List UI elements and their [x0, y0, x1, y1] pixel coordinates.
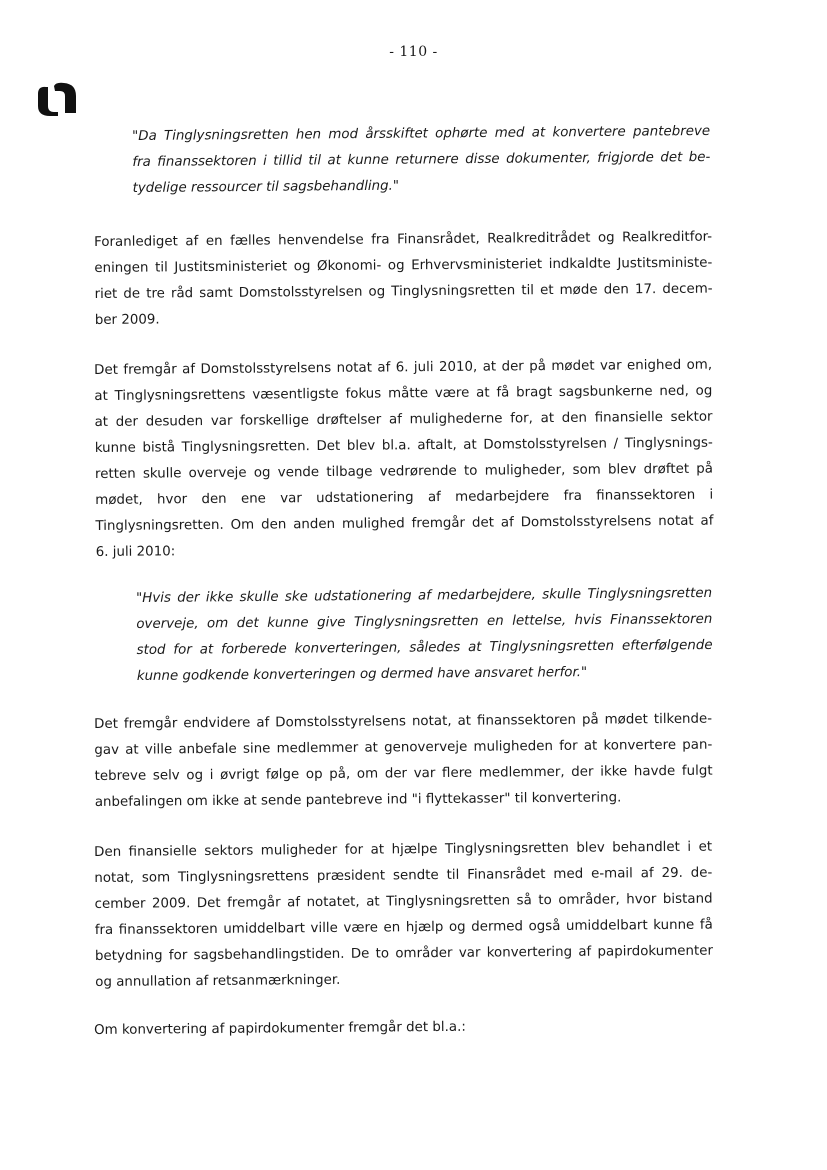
- paragraph-line: notat, som Tinglysningsrettens præsident sendte til Finansrådet med e-mail af 29. de-: [94, 865, 713, 886]
- paragraph-line: eningen til Justitsministeriet og Økonomi- og Erhvervsministeriet indkaldte Justitsministe-: [94, 255, 713, 276]
- paragraph-3: [94, 707, 713, 816]
- quote-line: "Hvis der ikke skulle ske udstationering af medarbejdere, skulle Tinglysningsretten: [136, 585, 713, 606]
- paragraph-line: anbefalingen om ikke at sende pantebreve ind "i flyttekasser" til konvertering.: [94, 790, 622, 810]
- paragraph-line: Det fremgår af Domstolsstyrelsens notat af 6. juli 2010, at der på mødet var enighed om,: [94, 357, 713, 378]
- paragraph-line: tebreve selv og i øvrigt følge op på, om der var flere medlemmer, der ikke havde fulgt: [94, 763, 713, 784]
- paragraph-line: gav at ville anbefale sine medlemmer at genoverveje muligheden for at konvertere pan-: [94, 737, 713, 758]
- paragraph-line: betydning for sagsbehandlingstiden. De to områder var konvertering af papirdokumenter: [94, 943, 714, 964]
- paragraph-line: Den finansielle sektors muligheder for at hjælpe Tinglysningsretten blev behandlet i et: [94, 839, 713, 860]
- page-number: - 110 -: [389, 44, 438, 60]
- paragraph-line: Foranlediget af en fælles henvendelse fra Finansrådet, Realkreditrådet og Realkreditfor-: [94, 229, 713, 250]
- organization-logo-icon: [36, 82, 78, 118]
- quote-line: "Da Tinglysningsretten hen mod årsskiftet ophørte med at konvertere pantebreve: [132, 123, 711, 144]
- paragraph-1: [94, 225, 713, 334]
- paragraph-line: ber 2009.: [94, 312, 160, 328]
- quote-line: stod for at forberede konverteringen, således at Tinglysningsretten efterfølgende: [136, 637, 713, 658]
- paragraph-line: fra finanssektoren umiddelbart ville være en hjælp og dermed også umiddelbart kunne få: [94, 917, 713, 938]
- paragraph-5: [94, 1013, 712, 1044]
- paragraph-line: riet de tre råd samt Domstolsstyrelsen og Tinglysningsretten til et møde den 17. decem-: [94, 281, 713, 302]
- paragraph-line: og annullation af retsanmærkninger.: [95, 972, 341, 990]
- paragraph-line: 6. juli 2010:: [95, 544, 176, 560]
- quote-block-2: [136, 581, 713, 690]
- paragraph-2: [94, 353, 714, 566]
- paragraph-line: at Tinglysningsrettens væsentligste fokus måtte være at få bragt sagsbunkerne ned, og: [94, 383, 713, 404]
- paragraph-line: cember 2009. Det fremgår af notatet, at Tinglysningsretten så to områder, hvor bistand: [94, 891, 713, 912]
- paragraph-line: kunne bistå Tinglysningsretten. Det blev bl.a. aftalt, at Domstolsstyrelsen / Tinglysnings-: [94, 435, 713, 456]
- quote-line: fra finanssektoren i tillid til at kunne returnere disse dokumenter, frigjorde det be-: [132, 149, 711, 170]
- paragraph-line: Om konvertering af papirdokumenter fremgår det bl.a.:: [94, 1019, 466, 1038]
- quote-line: overveje, om det kunne give Tinglysningsretten en lettelse, hvis Finanssektoren: [136, 611, 713, 632]
- quote-line: kunne godkende konverteringen og dermed have ansvaret herfor.": [136, 665, 588, 684]
- quote-block-1: [132, 119, 711, 202]
- paragraph-line: retten skulle overveje og vende tilbage vedrørende to muligheder, som blev drøftet på: [94, 461, 714, 482]
- paragraph-line: at der desuden var forskellige drøftelser af mulighederne for, at den finansielle sektor: [94, 409, 713, 430]
- paragraph-line: Det fremgår endvidere af Domstolsstyrelsens notat, at finanssektoren på mødet tilkende-: [94, 711, 713, 732]
- paragraph-4: [94, 835, 713, 996]
- paragraph-line: Tinglysningsretten. Om den anden mulighed fremgår det af Domstolsstyrelsens notat af: [95, 513, 714, 534]
- quote-line: tydelige ressourcer til sagsbehandling.": [132, 178, 400, 196]
- paragraph-line: mødet, hvor den ene var udstationering af medarbejdere fra finanssektoren i: [95, 487, 714, 508]
